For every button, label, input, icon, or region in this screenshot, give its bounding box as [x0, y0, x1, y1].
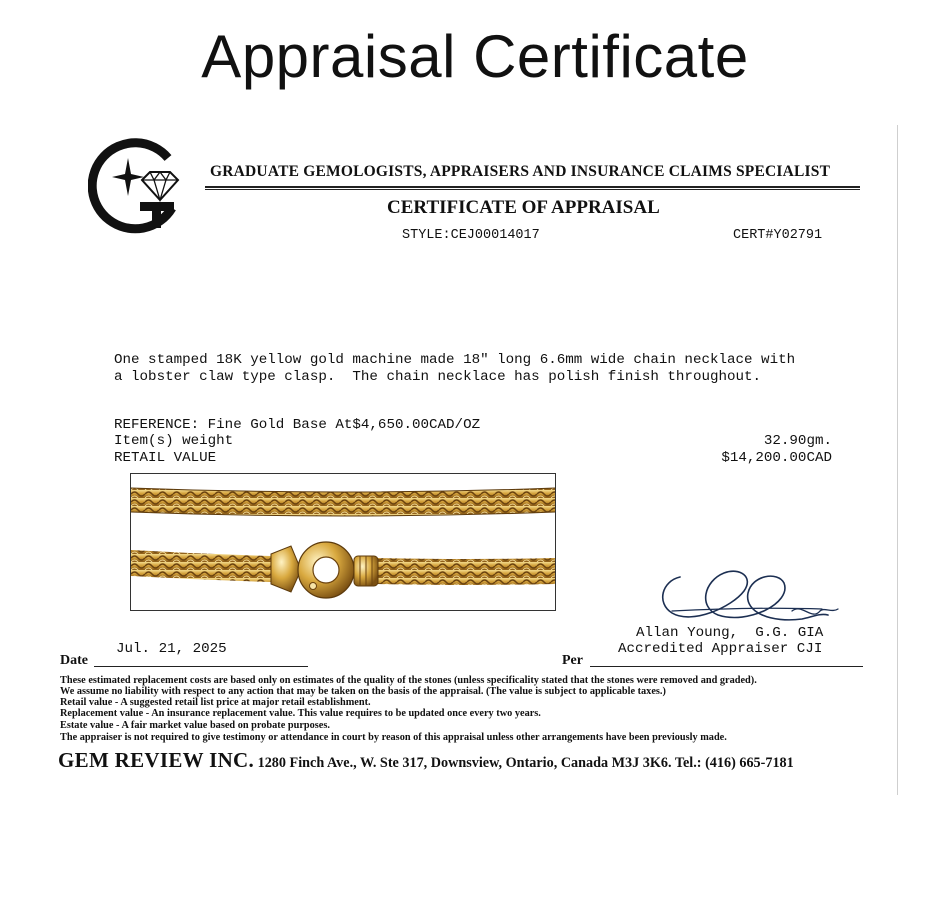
retail-value-amount: $14,200.00CAD: [721, 450, 832, 466]
fine-print-line: These estimated replacement costs are based only on estimates of the quality of the stones (unless specificality stated that the stones were removed and graded).: [60, 675, 757, 686]
org-heading: GRADUATE GEMOLOGISTS, APPRAISERS AND INSURANCE CLAIMS SPECIALIST: [210, 163, 831, 180]
date-signature-line: [94, 666, 308, 667]
appraiser-signature: [652, 563, 842, 631]
fine-print-line: Estate value - A fair market value based on probate purposes.: [60, 720, 330, 731]
per-signature-line: [590, 666, 863, 667]
gold-chain-necklace-photo: [130, 473, 556, 611]
appraiser-name: Allan Young, G.G. GIA: [636, 625, 824, 641]
fine-print-line: The appraiser is not required to give testimony or attendance in court by reason of this appraisal unless other arrangements have been previously made.: [60, 732, 727, 743]
fine-print-line: Retail value - A suggested retail list price at major retail establishment.: [60, 697, 371, 708]
per-label: Per: [562, 653, 583, 668]
retail-value-label: RETAIL VALUE: [114, 450, 217, 466]
heading-rule: [205, 186, 860, 190]
gemologist-logo-icon: [88, 138, 184, 238]
description-line: One stamped 18K yellow gold machine made 18" long 6.6mm wide chain necklace with: [114, 352, 796, 368]
weight-label: Item(s) weight: [114, 433, 234, 449]
fine-print-line: We assume no liability with respect to any action that may be taken on the basis of the appraisal. (The value is subject to applicable taxes.): [60, 686, 666, 697]
company-address: 1280 Finch Ave., W. Ste 317, Downsview, Ontario, Canada M3J 3K6. Tel.: (416) 665-7181: [254, 755, 794, 771]
appraiser-title: Accredited Appraiser CJI: [618, 641, 823, 657]
page-title: Appraisal Certificate: [201, 23, 749, 90]
footer: [58, 748, 794, 773]
fine-print-line: Replacement value - An insurance replacement value. This value requires to be updated once every two years.: [60, 708, 541, 719]
date-label: Date: [60, 653, 88, 668]
description-line: a lobster claw type clasp. The chain necklace has polish finish throughout.: [114, 369, 762, 385]
certificate-number: CERT#Y02791: [733, 228, 823, 243]
certificate-heading: CERTIFICATE OF APPRAISAL: [387, 197, 660, 218]
weight-value: 32.90gm.: [763, 433, 832, 449]
style-number: STYLE:CEJ00014017: [402, 228, 540, 243]
company-name: GEM REVIEW INC.: [58, 748, 255, 772]
date-value: Jul. 21, 2025: [116, 641, 227, 657]
document-edge: [897, 125, 898, 795]
reference-line: REFERENCE: Fine Gold Base At$4,650.00CAD/OZ: [114, 417, 481, 433]
